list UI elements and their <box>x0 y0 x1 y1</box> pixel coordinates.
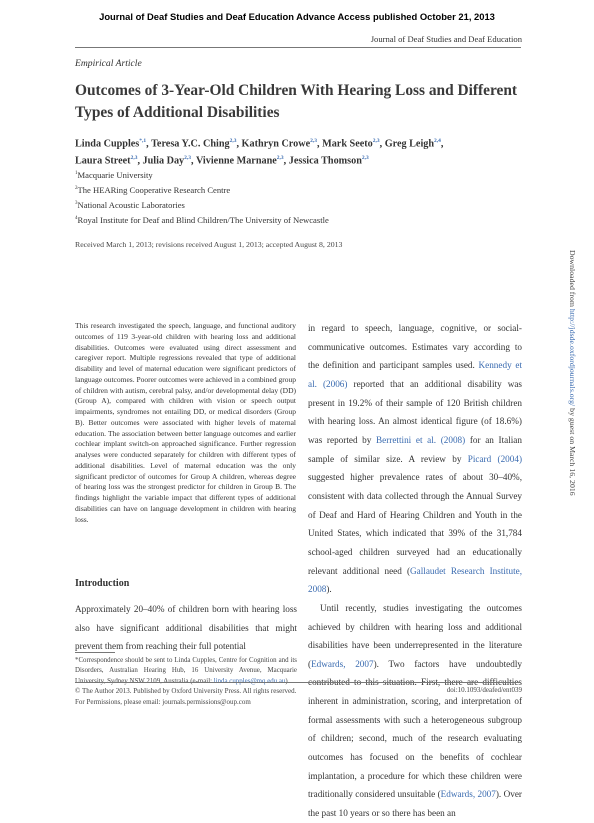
article-type: Empirical Article <box>75 58 142 69</box>
citation-link[interactable]: Edwards, 2007 <box>311 658 374 669</box>
abstract: This research investigated the speech, language, and functional auditory outcomes of 119 3-year-old children with hearing loss and additional disabilities. Outcomes were evaluated using direct assessment and caregiver report. Multiple regressions revealed that type of additional disability and level of maternal education were significant predictors of language outcomes. Poorer outcomes were achieved in a combined group of children with autism, cerebral palsy, and/or developmental delay (DD) (Group A), compared with children with vision or speech output impairments, syndromes not entailing DD, or medical disorders (Group B). Better outcomes were associated with higher levels of maternal education. The association between better language outcomes and earlier cochlear implant switch-on approached significance. Further regression analyses were conducted separately for children with different types of additional disabilities. Level of maternal education was the only significant predictor of outcomes for Group A children, whereas degree of hearing loss was the strongest predictor for children in Group B. The findings highlight the variable impact that different types of additional disabilities can have on language development in children with hearing loss. <box>75 321 296 524</box>
author-list-line-2: Laura Street$^{2,3}$, Julia Day$^{2,3}$, Vivienne Marnane$^{2,3}$, Jessica Thomson$^{2,3}$ <box>75 155 369 167</box>
download-watermark: Downloaded from http://jdsde.oxfordjournals.org/ by guest on March 16, 2016 <box>568 250 577 496</box>
author-affil-sup[interactable]: 2,3 <box>361 155 369 161</box>
body-paragraph: in regard to speech, language, cognitive, or social-communicative outcomes. Estimates vary according to the definition and participant samples used. Kennedy et al. (2006) reported that an additional disability was present in 19.2% of their sample of 120 British children with hearing loss. An almost identical figure (of 18.6%) was reported by Berrettini et al. (2008) for an Italian sample of similar size. A review by Picard (2004) suggested higher prevalence rates of about 30–40%, consistent with data collected through the Annual Survey of Deaf and Hard of Hearing Children and Youth in the United States, which indicated that 39% of the 31,784 school-aged children surveyed had an educationally relevant additional need (Gallaudet Research Institute, 2008). <box>308 323 523 595</box>
footer-rule <box>75 682 521 683</box>
body-column-right <box>308 319 522 823</box>
author-affil-sup[interactable]: *,1 <box>139 138 147 144</box>
citation-link[interactable]: Kennedy et al. (2006) <box>308 360 523 389</box>
author: Julia Day <box>142 155 185 167</box>
header-rule <box>75 47 521 48</box>
author: Linda Cupples <box>75 138 140 150</box>
author: Vivienne Marnane <box>195 155 277 167</box>
author-list-line-1: Linda Cupples$^{*,1}$, Teresa Y.C. Ching$^{2,3}$, Kathryn Crowe$^{2,3}$, Mark Seeto$^{2,3}$, Greg Leigh$^{2,4}$, <box>75 138 444 150</box>
citation-link[interactable]: Berrettini et al. (2008) <box>376 434 466 445</box>
footnote-rule <box>75 652 115 653</box>
correspondence-note: *Correspondence should be sent to Linda Cupples, Centre for Cognition and its Disorders, Australian Hearing Hub, 16 University Avenue, Macquarie University, Sydney NSW 2109, Australia (e-mail: linda.cupples@mq.edu.au). <box>75 657 297 685</box>
author-affil-sup[interactable]: 2,3 <box>310 138 317 144</box>
permissions-line: For Permissions, please email: journals.permissions@oup.com <box>75 697 251 706</box>
author-affil-sup[interactable]: 2,3 <box>372 138 380 144</box>
journal-running-head: Journal of Deaf Studies and Deaf Education <box>370 34 522 44</box>
author: Jessica Thomson <box>288 155 362 167</box>
advance-access-banner: Journal of Deaf Studies and Deaf Education Advance Access published October 21, 2013 <box>99 11 495 22</box>
author-affil-sup[interactable]: 2,4 <box>434 138 441 144</box>
received-dates: Received March 1, 2013; revisions received August 1, 2013; accepted August 8, 2013 <box>75 240 343 249</box>
affiliation: $^1$Macquarie University <box>75 170 153 180</box>
author: Mark Seeto <box>322 138 373 150</box>
author-affil-sup[interactable]: 2,3 <box>229 138 237 144</box>
section-heading-introduction: Introduction <box>75 578 130 589</box>
journal-url-link[interactable]: http://jdsde.oxfordjournals.org/ <box>568 308 577 407</box>
article-title: Outcomes of 3-Year-Old Children With Hearing Loss and Different Types of Additional Disabilities <box>75 82 518 121</box>
introduction-paragraph: Approximately 20–40% of children born with hearing loss also have significant additional disabilities that might prevent them from reaching their full potential <box>75 604 297 652</box>
copyright-line: © The Author 2013. Published by Oxford University Press. All rights reserved. <box>75 687 297 695</box>
doi: doi:10.1093/deafed/ent039 <box>446 686 522 694</box>
affiliation: $^4$Royal Institute for Deaf and Blind Children/The University of Newcastle <box>75 215 329 225</box>
author-affil-sup[interactable]: 2,3 <box>130 155 138 161</box>
author: Greg Leigh <box>384 138 435 150</box>
affiliation: $^2$The HEARing Cooperative Research Centre <box>75 185 231 195</box>
affiliation: $^3$National Acoustic Laboratories <box>75 200 185 210</box>
citation-link[interactable]: Gallaudet Research Institute, 2008 <box>308 565 522 595</box>
author-affil-sup[interactable]: 2,3 <box>276 155 284 161</box>
author: Kathryn Crowe <box>241 138 311 150</box>
citation-link[interactable]: Picard (2004) <box>467 453 523 464</box>
author: Laura Street <box>75 155 131 167</box>
email-link[interactable]: linda.cupples@mq.edu.au <box>213 677 286 685</box>
author-affil-sup[interactable]: 2,3 <box>184 155 192 161</box>
citation-link[interactable]: Edwards, 2007 <box>440 789 496 800</box>
author: Teresa Y.C. Ching <box>151 138 230 150</box>
body-paragraph: Until recently, studies investigating the outcomes achieved by children with hearing loss and additional disabilities have been underrepresented in the literature (Edwards, 2007). Two factors have undoubtedly contributed to this situation. First, there are difficulties inherent in administration, scoring, and interpretation of formal assessments with such a heterogeneous subgroup of children; second, much of the research evaluating outcomes has focused on the benefits of cochlear implantation, a procedure for which these children were traditionally considered unsuitable (Edwards, 2007). Over the past 10 years or so there has been an <box>308 602 522 819</box>
footer-copyright <box>75 686 296 707</box>
